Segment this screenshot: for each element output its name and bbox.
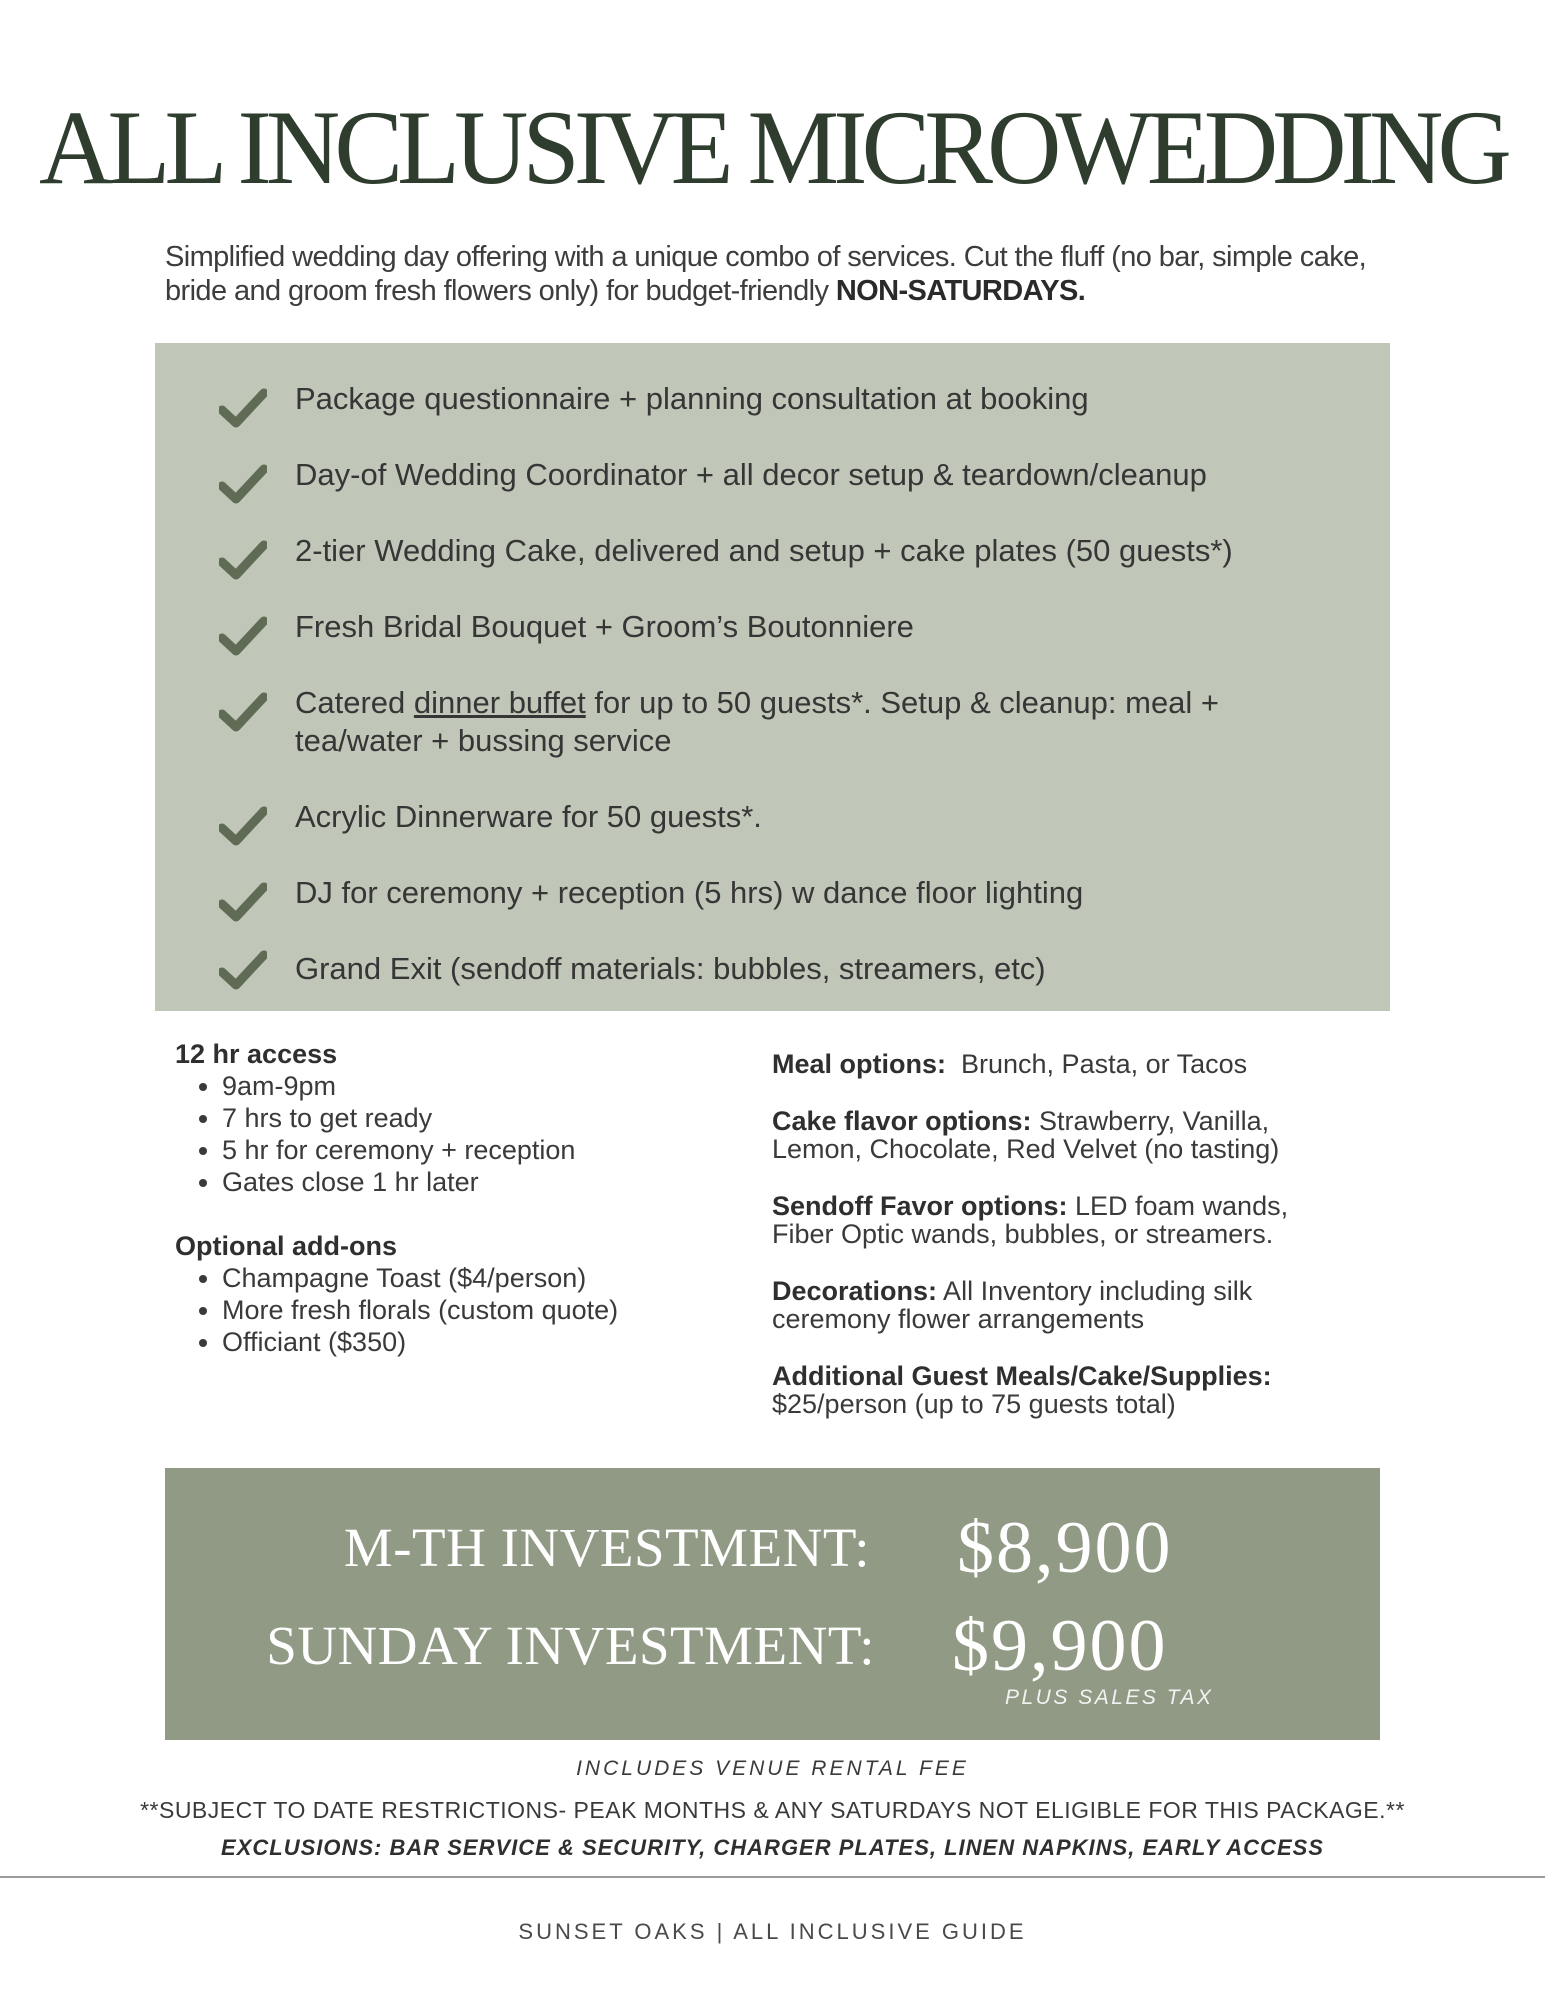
checkmark-icon — [219, 950, 267, 990]
item-text-after: for up to 50 guests*. Setup & cleanup: meal + tea/water + bussing service — [295, 685, 1220, 758]
sunday-investment-price: $9,900 — [952, 1605, 1168, 1687]
option-text: Brunch, Pasta, or Tacos — [946, 1049, 1248, 1079]
checkmark-icon — [219, 806, 267, 846]
addons-list — [175, 1262, 735, 1358]
option-label: Sendoff Favor options: — [772, 1191, 1068, 1221]
option-text: $25/person (up to 75 guests total) — [772, 1389, 1176, 1419]
checklist-item-text: Day-of Wedding Coordinator + all decor setup & teardown/cleanup — [295, 457, 1207, 492]
checklist-item-text: Package questionnaire + planning consultation at booking — [295, 381, 1089, 416]
intro-text: Simplified wedding day offering with a unique combo of services. Cut the fluff (no bar, simple cake, bride and groom fresh flowers only) for budget-friendly — [165, 241, 1367, 307]
venue-fee-note: INCLUDES VENUE RENTAL FEE — [576, 1757, 969, 1780]
option-text: All Inventory including silk ceremony flower arrangements — [772, 1276, 1253, 1334]
checklist-item-text: DJ for ceremony + reception (5 hrs) w dance floor lighting — [295, 875, 1084, 910]
access-and-addons — [175, 1038, 735, 1358]
checklist-item-text — [295, 684, 1335, 760]
date-restrictions-note: **SUBJECT TO DATE RESTRICTIONS- PEAK MONTHS & ANY SATURDAYS NOT ELIGIBLE FOR THIS PACKAGE.** — [140, 1797, 1405, 1823]
checklist-item-text: Grand Exit (sendoff materials: bubbles, streamers, etc) — [295, 951, 1046, 986]
addons-heading: Optional add-ons — [175, 1231, 397, 1261]
checklist-item-text: 2-tier Wedding Cake, delivered and setup + cake plates (50 guests*) — [295, 533, 1233, 568]
checkmark-icon — [219, 540, 267, 580]
sales-tax-note: PLUS SALES TAX — [1005, 1686, 1214, 1709]
list-item: • More fresh florals (custom quote) — [222, 1294, 735, 1326]
footer-divider — [0, 1876, 1545, 1878]
option-label: Cake flavor options: — [772, 1106, 1032, 1136]
option-text: Strawberry, Vanilla, Lemon, Chocolate, Red Velvet (no tasting) — [772, 1106, 1280, 1164]
list-item: • 9am-9pm — [222, 1070, 735, 1102]
dinner-buffet-link[interactable]: dinner buffet — [413, 685, 586, 720]
checklist-item-text: Acrylic Dinnerware for 50 guests*. — [295, 799, 762, 834]
additional-guest-option — [772, 1362, 1352, 1418]
checkmark-icon — [219, 388, 267, 428]
checklist-item-text: Fresh Bridal Bouquet + Groom’s Boutonniere — [295, 609, 914, 644]
cake-flavor-options — [772, 1107, 1352, 1163]
exclusions-note: EXCLUSIONS: BAR SERVICE & SECURITY, CHARGER PLATES, LINEN NAPKINS, EARLY ACCESS — [221, 1835, 1324, 1860]
list-item: • 7 hrs to get ready — [222, 1102, 735, 1134]
meal-options — [772, 1050, 1352, 1078]
option-text: LED foam wands, Fiber Optic wands, bubbles, or streamers. — [772, 1191, 1289, 1249]
list-item: • Officiant ($350) — [222, 1326, 735, 1358]
checkmark-icon — [219, 882, 267, 922]
list-item: • 5 hr for ceremony + reception — [222, 1134, 735, 1166]
inclusions-checklist — [155, 343, 1390, 1011]
checkmark-icon — [219, 616, 267, 656]
investment-panel — [165, 1468, 1380, 1740]
option-label: Decorations: — [772, 1276, 938, 1306]
option-label: Additional Guest Meals/Cake/Supplies: — [772, 1361, 1272, 1391]
access-heading: 12 hr access — [175, 1039, 338, 1069]
list-item: • Gates close 1 hr later — [222, 1166, 735, 1198]
intro-paragraph — [165, 240, 1395, 308]
package-options — [772, 1050, 1352, 1447]
page-footer: SUNSET OAKS | ALL INCLUSIVE GUIDE — [518, 1919, 1027, 1944]
page-title: ALL INCLUSIVE MICROWEDDING — [39, 89, 1506, 206]
access-list — [175, 1070, 735, 1198]
list-item: • Champagne Toast ($4/person) — [222, 1262, 735, 1294]
decorations-option — [772, 1277, 1352, 1333]
item-text-before: Catered — [295, 685, 414, 720]
checkmark-icon — [219, 464, 267, 504]
mth-investment-label: M-TH INVESTMENT: — [343, 1517, 870, 1578]
sendoff-favor-options — [772, 1192, 1352, 1248]
option-label: Meal options: — [772, 1049, 946, 1079]
checkmark-icon — [219, 692, 267, 732]
sunday-investment-label: SUNDAY INVESTMENT: — [266, 1615, 875, 1676]
intro-emphasis: NON-SATURDAYS. — [835, 275, 1086, 307]
mth-investment-price: $8,900 — [957, 1507, 1173, 1589]
